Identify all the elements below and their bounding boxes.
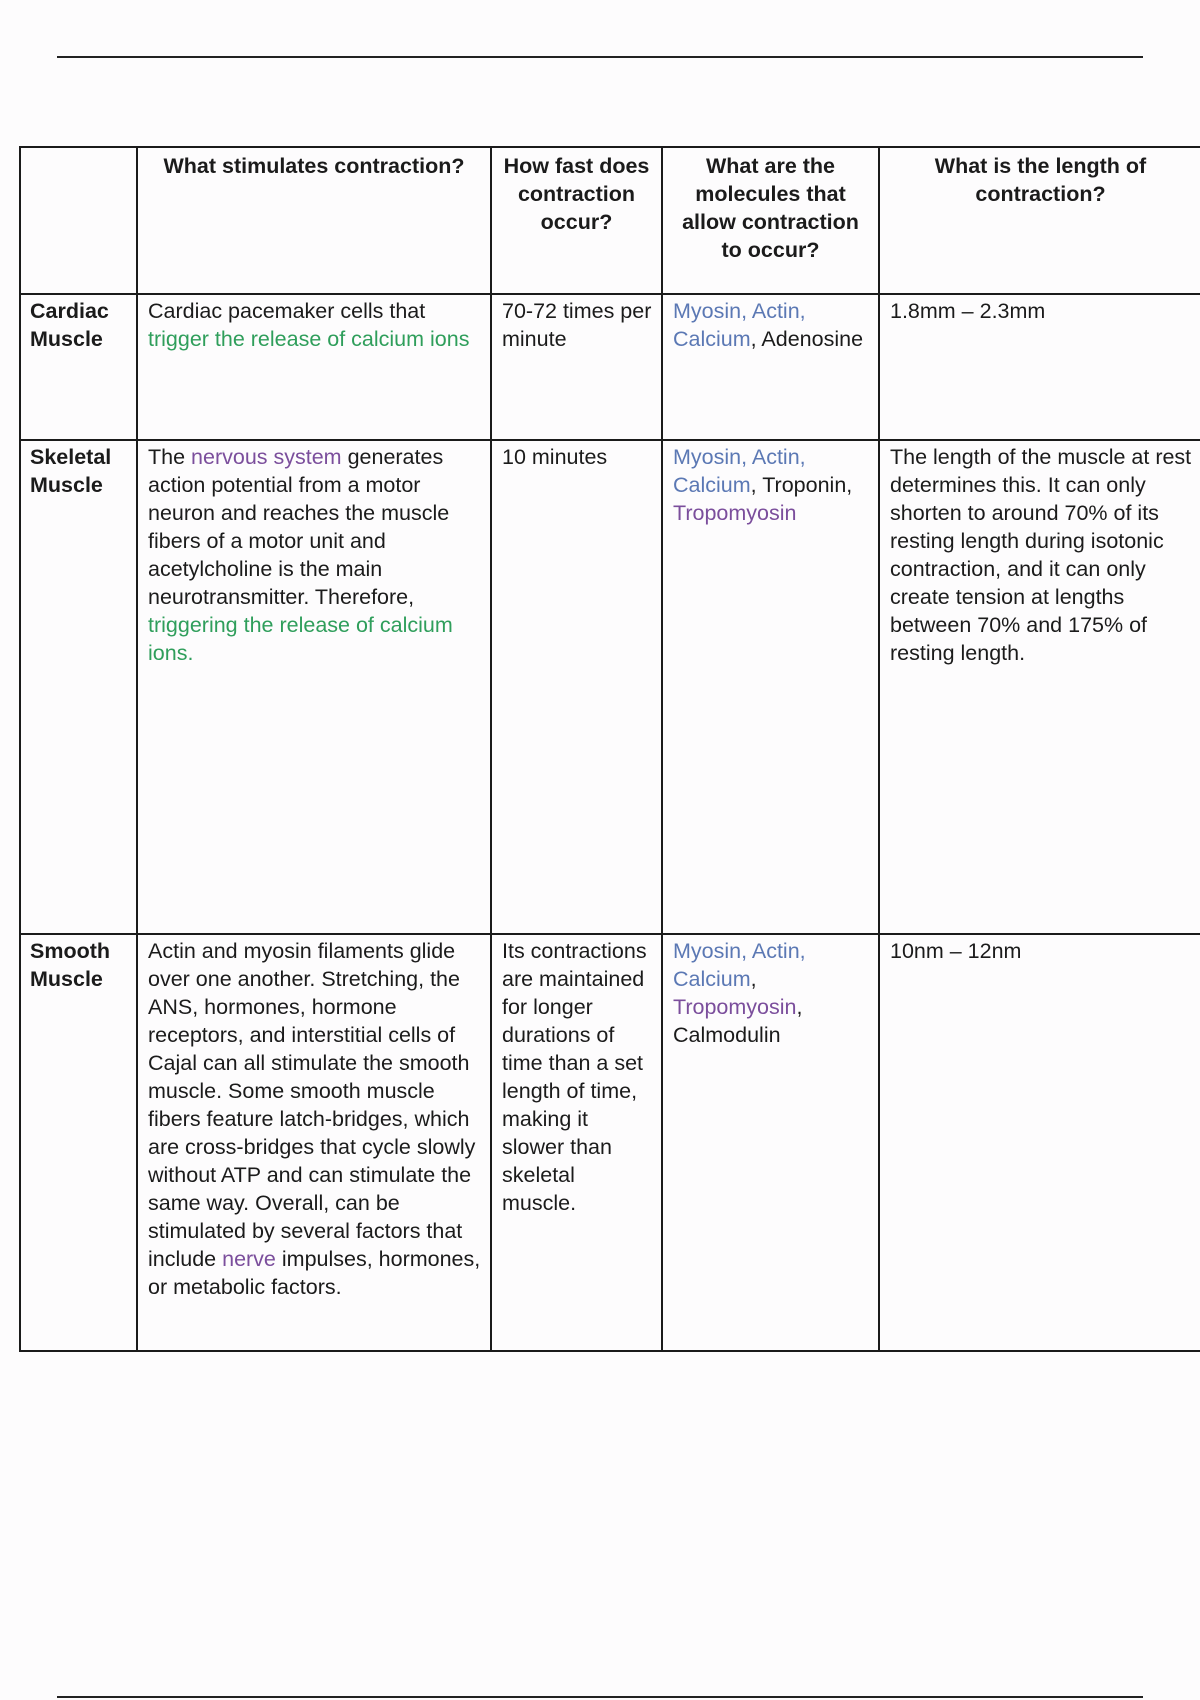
- text-segment: Tropomyosin: [673, 995, 797, 1019]
- corner-cell: [20, 147, 137, 294]
- table-row-skeletal: [20, 440, 1200, 934]
- footer-rule: [57, 1696, 1143, 1698]
- header-speed: How fast does contraction occur?: [491, 147, 662, 294]
- text-segment: Cardiac pacemaker cells that: [148, 299, 426, 323]
- text-segment: Myosin, Actin, Calcium: [673, 445, 806, 497]
- skeletal-molecules: [662, 440, 879, 934]
- text-segment: Tropomyosin: [673, 501, 797, 525]
- text-segment: impulses, hormones, or metabolic factors.: [148, 1247, 481, 1299]
- skeletal-stimulus: [137, 440, 491, 934]
- text-segment: ,: [750, 967, 757, 991]
- table-row-cardiac: [20, 294, 1200, 440]
- skeletal-length: The length of the muscle at rest determines this. It can only shorten to around 70% of its resting length during isotonic contraction, and it can only create tension at lengths between 70% and 175% of resting length.: [879, 440, 1200, 934]
- text-segment: nerve: [222, 1247, 276, 1271]
- text-segment: generates action potential from a motor neuron and reaches the muscle fibers of a motor unit and acetylcholine is the main neurotransmitter. Therefore,: [148, 445, 450, 609]
- table-row-smooth: [20, 934, 1200, 1351]
- text-segment: trigger the release of calcium ions: [148, 327, 470, 351]
- row-label-smooth: Smooth Muscle: [20, 934, 137, 1351]
- row-label-skeletal: Skeletal Muscle: [20, 440, 137, 934]
- cardiac-molecules: [662, 294, 879, 440]
- text-segment: , Calmodulin: [673, 995, 803, 1047]
- muscle-contraction-table: [19, 146, 1200, 1352]
- cardiac-length: 1.8mm – 2.3mm: [879, 294, 1200, 440]
- smooth-speed: Its contractions are maintained for longer durations of time than a set length of time, making it slower than skeletal muscle.: [491, 934, 662, 1351]
- text-segment: , Troponin,: [750, 473, 853, 497]
- smooth-stimulus: [137, 934, 491, 1351]
- text-segment: Actin and myosin filaments glide over one another. Stretching, the ANS, hormones, hormone receptors, and interstitial cells of Cajal can all stimulate the smooth muscle. Some smooth muscle fibers feature latch-bridges, which are cross-bridges that cycle slowly without ATP and can stimulate the same way. Overall, can be stimulated by several factors that include: [148, 939, 476, 1271]
- header-stimulus: What stimulates contraction?: [137, 147, 491, 294]
- text-segment: Myosin, Actin, Calcium: [673, 299, 806, 351]
- header-molecules: What are the molecules that allow contraction to occur?: [662, 147, 879, 294]
- text-segment: triggering the release of calcium ions.: [148, 613, 453, 665]
- cardiac-stimulus: [137, 294, 491, 440]
- text-segment: nervous system: [191, 445, 342, 469]
- text-segment: Myosin, Actin, Calcium: [673, 939, 806, 991]
- cardiac-speed: 70-72 times per minute: [491, 294, 662, 440]
- row-label-cardiac: Cardiac Muscle: [20, 294, 137, 440]
- skeletal-speed: 10 minutes: [491, 440, 662, 934]
- text-segment: , Adenosine: [750, 327, 864, 351]
- header-length: What is the length of contraction?: [879, 147, 1200, 294]
- header-rule: [57, 56, 1143, 58]
- header-row: [20, 147, 1200, 294]
- smooth-molecules: [662, 934, 879, 1351]
- smooth-length: 10nm – 12nm: [879, 934, 1200, 1351]
- text-segment: The: [148, 445, 192, 469]
